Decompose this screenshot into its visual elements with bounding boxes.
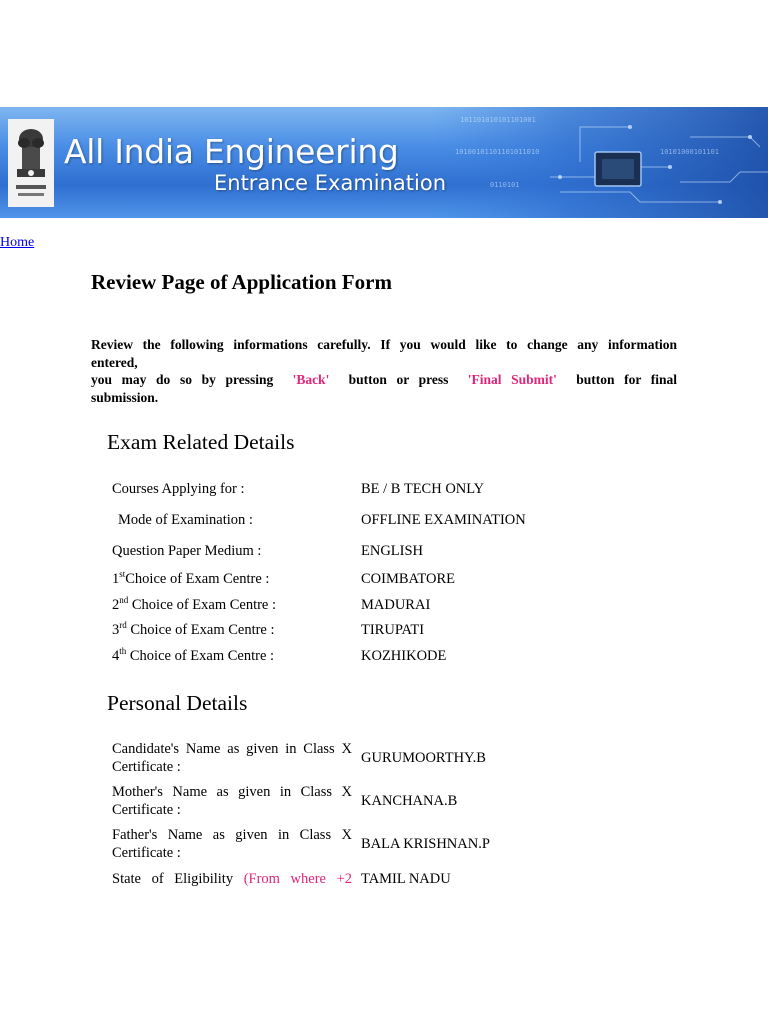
row-value: GURUMOORTHY.B — [361, 750, 486, 766]
label-text: Choice of Exam Centre : — [126, 648, 275, 664]
label-text: Choice of Exam Centre : — [125, 571, 270, 587]
ordinal-suffix: st — [119, 569, 126, 580]
row-label — [112, 570, 352, 588]
instructions-line-1: Review the following informations carefully. If you would like to change any information — [91, 337, 677, 352]
svg-text:0110101: 0110101 — [490, 181, 520, 189]
row-label: Mode of Examination : — [118, 512, 253, 528]
home-link[interactable]: Home — [0, 235, 35, 250]
final-submit-mention: 'Final Submit' — [467, 372, 557, 387]
label-text: State of Eligibility — [112, 871, 234, 887]
row-value: ENGLISH — [361, 543, 424, 559]
instructions-line-3-pre: you may do so by pressing — [91, 372, 274, 387]
label-line-2: Certificate : — [112, 845, 181, 861]
instructions-line-3 — [91, 371, 677, 389]
national-emblem-icon — [8, 119, 54, 207]
label-note: (From where +2 — [243, 871, 353, 887]
exam-section-heading: Exam Related Details — [107, 430, 295, 454]
row-value: KOZHIKODE — [361, 648, 447, 664]
svg-text:101101010101101001: 101101010101101001 — [460, 116, 536, 124]
svg-text:10101000101101: 10101000101101 — [660, 148, 720, 156]
row-value: BALA KRISHNAN.P — [361, 836, 490, 852]
instructions-line-3-post: button for final — [576, 372, 678, 387]
label-line-1: Candidate's Name as given in Class X — [112, 741, 352, 757]
instructions-line-3-mid: button or press — [348, 372, 449, 387]
row-value: OFFLINE EXAMINATION — [361, 512, 526, 528]
banner-subtitle: Entrance Examination — [214, 171, 447, 195]
row-label: Courses Applying for : — [112, 481, 245, 497]
instructions-line-2: entered, — [91, 354, 138, 370]
page-title: Review Page of Application Form — [91, 270, 392, 294]
label-line-2: Certificate : — [112, 802, 181, 818]
row-label — [112, 596, 352, 614]
label-line-1: Mother's Name as given in Class X — [112, 784, 352, 800]
row-label — [112, 621, 352, 639]
row-value: COIMBATORE — [361, 571, 455, 587]
ordinal-number: 1 — [112, 571, 120, 587]
ordinal-number: 3 — [112, 622, 120, 638]
back-button-mention: 'Back' — [292, 372, 330, 387]
row-value: MADURAI — [361, 597, 431, 613]
ordinal-suffix: rd — [119, 620, 127, 631]
row-label — [112, 870, 352, 888]
label-text: Choice of Exam Centre : — [128, 597, 277, 613]
row-label — [112, 826, 352, 862]
row-label — [112, 647, 352, 665]
banner-title: All India Engineering — [64, 132, 399, 171]
ordinal-number: 2 — [112, 597, 120, 613]
ordinal-suffix: th — [119, 646, 127, 657]
svg-text:10100101101101011010: 10100101101101011010 — [455, 148, 540, 156]
label-line-1: Father's Name as given in Class X — [112, 827, 352, 843]
row-value: KANCHANA.B — [361, 793, 458, 809]
row-value: TAMIL NADU — [361, 871, 451, 887]
label-line-2: Certificate : — [112, 759, 181, 775]
circuit-board-graphic — [430, 107, 768, 218]
instructions-text — [91, 336, 677, 406]
row-label — [112, 783, 352, 819]
instructions-line-4: submission. — [91, 389, 159, 405]
ordinal-number: 4 — [112, 648, 120, 664]
row-value: TIRUPATI — [361, 622, 425, 638]
ordinal-suffix: nd — [119, 595, 129, 606]
row-label — [112, 740, 352, 776]
row-label: Question Paper Medium : — [112, 543, 262, 559]
personal-section-heading: Personal Details — [107, 691, 248, 715]
label-text: Choice of Exam Centre : — [126, 622, 275, 638]
header-banner — [0, 107, 768, 218]
label-line-1 — [112, 870, 352, 888]
row-value: BE / B TECH ONLY — [361, 481, 485, 497]
